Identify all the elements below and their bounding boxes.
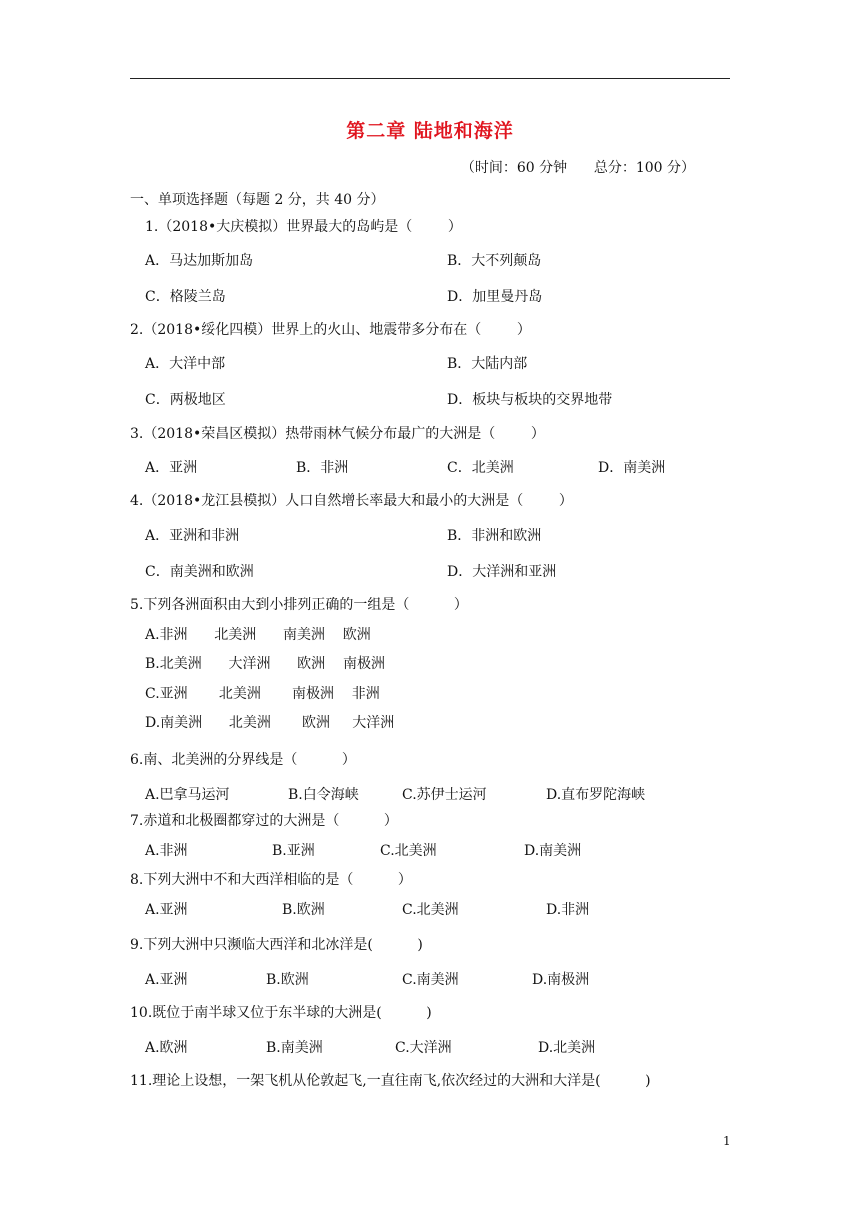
option: C.大洋洲 [395,1040,452,1056]
option: C.北美洲 [380,843,437,859]
option: B.欧洲 [282,902,325,918]
option: C.亚洲 北美洲 南极洲 非洲 [145,686,380,702]
option: C．北美洲 [447,460,514,476]
option: D．加里曼丹岛 [447,289,543,305]
option: D．板块与板块的交界地带 [447,392,613,408]
option: A．大洋中部 [145,356,226,372]
option: B.亚洲 [272,843,315,859]
question-stem: 1.（2018•大庆模拟）世界最大的岛屿是（ ） [145,219,462,235]
option: B.南美洲 [266,1040,323,1056]
option: C．南美洲和欧洲 [145,564,254,580]
question-stem: 11.理论上设想，一架飞机从伦敦起飞,一直往南飞,依次经过的大洲和大洋是( ) [130,1073,651,1089]
chapter-title: 第二章 陆地和海洋 [346,120,514,142]
option: A.非洲 [145,843,188,859]
option: C．两极地区 [145,392,226,408]
option: B.白令海峡 [288,787,359,803]
question-stem: 10.既位于南半球又位于东半球的大洲是( ) [130,1005,432,1021]
option: A．亚洲和非洲 [145,528,240,544]
option: D.南极洲 [532,972,590,988]
question-stem: 5.下列各洲面积由大到小排列正确的一组是（ ） [130,597,468,613]
option: B．非洲 [296,460,349,476]
option: A．马达加斯加岛 [145,253,254,269]
section-heading: 一、单项选择题（每题 2 分，共 40 分） [130,192,385,208]
question-stem: 3.（2018•荣昌区模拟）热带雨林气候分布最广的大洲是（ ） [130,426,545,442]
option: B．大陆内部 [447,356,528,372]
question-stem: 2.（2018•绥化四模）世界上的火山、地震带多分布在（ ） [130,322,531,338]
question-stem: 8.下列大洲中不和大西洋相临的是（ ） [130,872,412,888]
option: C.南美洲 [402,972,459,988]
option: A.非洲 北美洲 南美洲 欧洲 [145,627,371,643]
option: A.亚洲 [145,972,188,988]
option: B．非洲和欧洲 [447,528,542,544]
option: A．亚洲 [145,460,198,476]
option: B．大不列颠岛 [447,253,542,269]
header-rule [130,78,730,79]
option: A.欧洲 [145,1040,188,1056]
page-number: 1 [723,1134,731,1148]
option: C．格陵兰岛 [145,289,226,305]
option: C.苏伊士运河 [402,787,487,803]
option: D.非洲 [546,902,590,918]
option: D.北美洲 [538,1040,596,1056]
option: B.北美洲 大洋洲 欧洲 南极洲 [145,656,385,672]
option: D．大洋洲和亚洲 [447,564,557,580]
question-stem: 6.南、北美洲的分界线是（ ） [130,752,356,768]
exam-meta: （时间：60 分钟 总分：100 分） [460,160,695,176]
option: A.亚洲 [145,902,188,918]
question-stem: 7.赤道和北极圈都穿过的大洲是（ ） [130,813,398,829]
option: D．南美洲 [598,460,666,476]
option: D.直布罗陀海峡 [546,787,646,803]
question-stem: 4.（2018•龙江县模拟）人口自然增长率最大和最小的大洲是（ ） [130,493,573,509]
option: B.欧洲 [266,972,309,988]
option: C.北美洲 [402,902,459,918]
option: D.南美洲 [524,843,582,859]
option: A.巴拿马运河 [145,787,230,803]
question-stem: 9.下列大洲中只濒临大西洋和北冰洋是( ) [130,937,423,953]
option: D.南美洲 北美洲 欧洲 大洋洲 [145,715,395,731]
